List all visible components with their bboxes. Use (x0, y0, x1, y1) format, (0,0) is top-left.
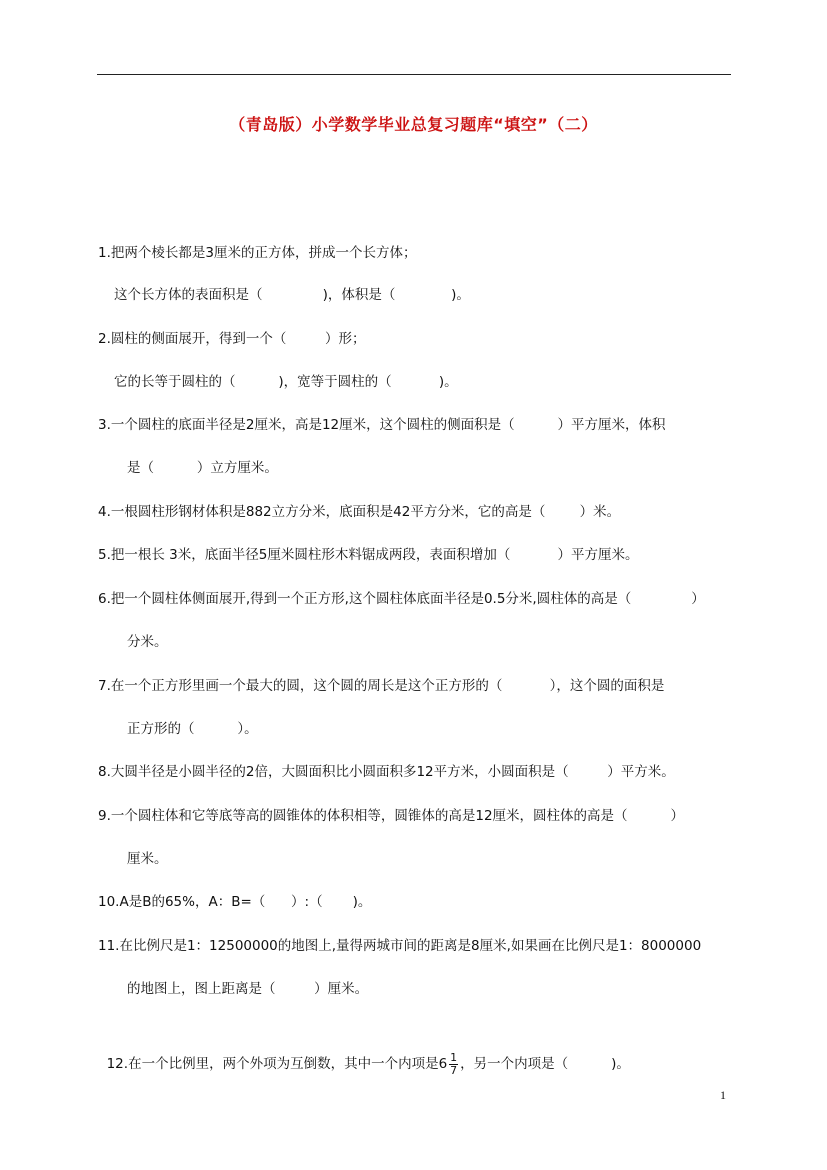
fraction-numerator: 1 (450, 1050, 458, 1064)
question-9-line-1: 9.一个圆柱体和它等底等高的圆锥体的体积相等，圆锥体的高是12厘米，圆柱体的高是（ ） (98, 808, 684, 824)
question-1-line-2: 这个长方体的表面积是（ )，体积是（ )。 (114, 287, 470, 303)
question-1-line-1: 1.把两个棱长都是3厘米的正方体，拼成一个长方体； (98, 245, 417, 261)
question-11-line-2: 的地图上，图上距离是（ ）厘米。 (127, 981, 369, 997)
question-12-fraction-whole: 6 (438, 1056, 448, 1072)
question-7-line-2: 正方形的（ ）。 (127, 721, 258, 737)
question-4: 4.一根圆柱形钢材体积是882立方分米，底面积是42平方分米，它的高是（ ）米。 (98, 504, 621, 520)
question-3-line-2: 是（ ）立方厘米。 (127, 460, 278, 476)
question-3-line-1: 3.一个圆柱的底面半径是2厘米，高是12厘米，这个圆柱的侧面积是（ ）平方厘米，体积 (98, 417, 666, 433)
header-rule (97, 74, 731, 75)
fraction-denominator: 7 (450, 1063, 458, 1077)
question-7-line-1: 7.在一个正方形里画一个最大的圆，这个圆的周长是这个正方形的（ ），这个圆的面积是 (98, 678, 665, 694)
question-10: 10.A是B的65%，A：B=（ ）:（ )。 (98, 894, 372, 910)
question-12 (98, 1016, 630, 1080)
question-8: 8.大圆半径是小圆半径的2倍，大圆面积比小圆面积多12平方米，小圆面积是（ ）平方米。 (98, 764, 675, 780)
question-6-line-1: 6.把一个圆柱体侧面展开,得到一个正方形,这个圆柱体底面半径是0.5分米,圆柱体的高是（ ） (98, 591, 705, 607)
question-12-fraction (449, 1052, 458, 1077)
question-9-line-2: 厘米。 (127, 851, 168, 867)
page-number: 1 (720, 1088, 726, 1102)
question-12-text-after: ，另一个内项是（ )。 (460, 1056, 630, 1072)
question-2-line-1: 2.圆柱的侧面展开，得到一个（ ）形； (98, 331, 366, 347)
question-11-line-1: 11.在比例尺是1：12500000的地图上,量得两城市间的距离是8厘米,如果画在比例尺是1：8000000 (98, 938, 702, 954)
question-5: 5.把一根长 3米，底面半径5厘米圆柱形木料锯成两段，表面积增加（ ）平方厘米。 (98, 547, 639, 563)
page-title: （青岛版）小学数学毕业总复习题库“填空”（二） (229, 115, 598, 134)
question-6-line-2: 分米。 (127, 634, 168, 650)
question-2-line-2: 它的长等于圆柱的（ )，宽等于圆柱的（ )。 (114, 374, 458, 390)
question-12-text-before: 12.在一个比例里，两个外项为互倒数，其中一个内项是 (106, 1056, 439, 1072)
